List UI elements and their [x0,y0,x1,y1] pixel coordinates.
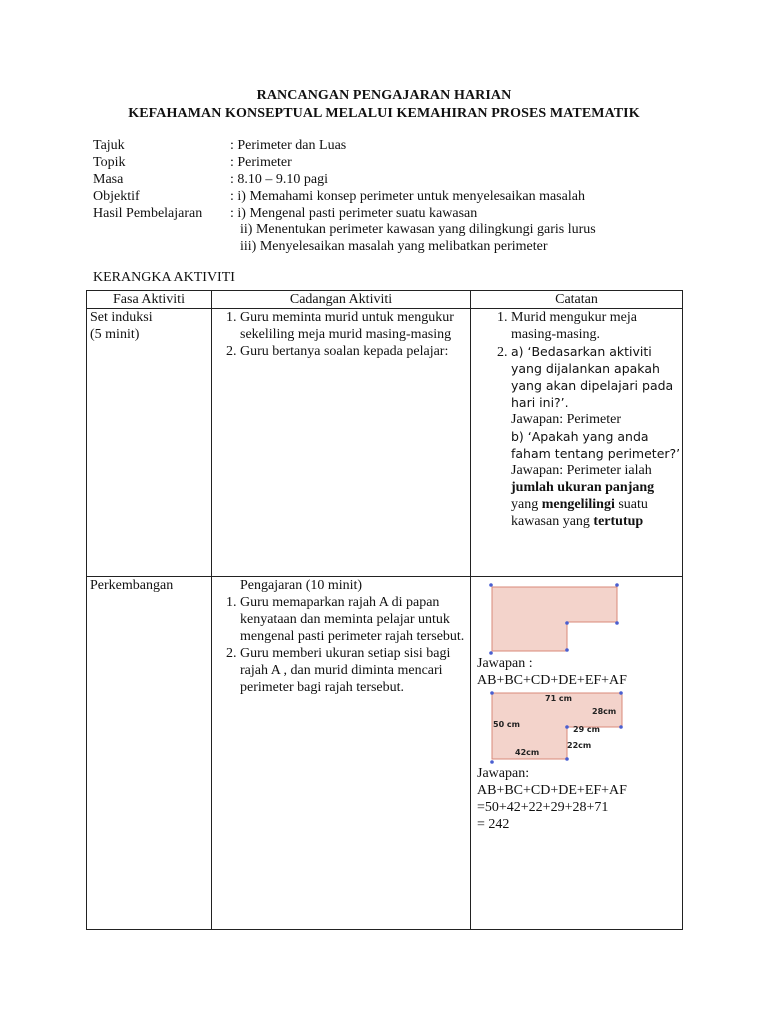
answer-text: suatu kawasan yang [511,497,648,529]
label-28cm: 28cm [592,707,617,716]
answer-formula: AB+BC+CD+DE+EF+AF [477,673,627,688]
vertex-point [615,621,619,625]
phase-cell [87,309,212,577]
table-header-row [87,291,683,309]
activity-cell [212,309,471,577]
list-item: 1. Guru meminta murid untuk mengukur sekeliling meja murid masing-masing [240,309,470,343]
phase-cell [87,577,212,930]
activity-table [86,290,683,930]
answer-formula: AB+BC+CD+DE+EF+AF [477,783,627,798]
answer-label: Jawapan : [477,656,533,671]
answer-emphasis: jumlah ukuran panjang [511,480,655,495]
notes-list [471,309,682,530]
answer-a: Jawapan: Perimeter [511,412,622,427]
vertex-point [490,760,494,764]
meta-value: : i) Mengenal pasti perimeter suatu kawasan [230,206,478,221]
meta-row-masa [93,172,328,188]
activity-cell [212,577,471,930]
section-title: KERANGKA AKTIVITI [93,270,235,285]
vertex-point [565,648,569,652]
activity-list [212,309,470,360]
question-b: b) ‘Apakah yang anda faham tentang perimeter?’ [511,429,681,461]
vertex-point [565,725,569,729]
figure-a [487,577,627,655]
label-71cm: 71 cm [545,694,572,703]
answer-emphasis: tertutup [593,514,644,529]
meta-label: Hasil Pembelajaran [93,206,203,221]
vertex-point [490,691,494,695]
vertex-point [565,621,569,625]
answer-values: =50+42+22+29+28+71 [477,800,609,815]
list-item [511,343,682,530]
vertex-point [565,757,569,761]
figure-a-shape [492,587,617,651]
column-header: Fasa Aktiviti [87,291,212,309]
list-item: 1. Guru memaparkan rajah A di papan kenyataan dan meminta pelajar untuk mengenal pasti perimeter rajah tersebut. [240,594,470,645]
vertex-point [619,691,623,695]
column-header: Cadangan Aktiviti [212,291,471,309]
vertex-point [619,725,623,729]
label-22cm: 22cm [567,741,592,750]
meta-value: : i) Memahami konsep perimeter untuk menyelesaikan masalah [230,189,585,204]
label-42cm: 42cm [515,748,540,757]
table-row [87,577,683,930]
column-header: Catatan [471,291,683,309]
phase-duration: (5 minit) [90,327,140,342]
subheading: Pengajaran (10 minit) [240,578,363,593]
page-title: RANCANGAN PENGAJARAN HARIAN [256,88,512,103]
list-item: 1. Murid mengukur meja masing-masing. [511,309,682,343]
meta-label: Tajuk [93,138,125,153]
meta-value: : Perimeter dan Luas [230,138,347,153]
meta-continuation: ii) Menentukan perimeter kawasan yang dilingkungi garis lurus [240,222,596,237]
phase-label: Perkembangan [90,578,174,593]
meta-row-tajuk [93,138,346,154]
list-item: 2. Guru bertanya soalan kepada pelajar: [240,343,470,360]
meta-continuation: iii) Menyelesaikan masalah yang melibatkan perimeter [240,239,548,254]
answer-total: = 242 [477,817,510,832]
notes-cell [471,577,683,930]
meta-label: Masa [93,172,124,187]
label-29cm: 29 cm [573,725,600,734]
vertex-point [615,583,619,587]
meta-label: Objektif [93,189,140,204]
notes-cell [471,309,683,577]
label-50cm: 50 cm [493,720,520,729]
meta-label: Topik [93,155,126,170]
answer-b [511,462,682,530]
answer-label: Jawapan: [477,766,530,781]
meta-row-objektif [93,189,585,205]
activity-list [212,594,470,696]
meta-value: : Perimeter [230,155,292,170]
answer-text: Jawapan: Perimeter ialah [511,463,652,478]
table-row [87,309,683,577]
figure-a-measured [487,689,627,765]
page-subtitle: KEFAHAMAN KONSEPTUAL MELALUI KEMAHIRAN PROSES MATEMATIK [128,106,640,121]
list-item: 2. Guru memberi ukuran setiap sisi bagi rajah A , dan murid diminta mencari perimeter bagi rajah tersebut. [240,645,470,696]
question-a: 2. a) ‘Bedasarkan aktiviti yang dijalankan apakah yang akan dipelajari pada hari ini?’. [511,344,674,410]
meta-value: : 8.10 – 9.10 pagi [230,172,328,187]
answer-emphasis: mengelilingi [541,497,615,512]
meta-row-topik [93,155,292,171]
meta-row-hasil [93,206,477,222]
phase-label: Set induksi [90,310,153,325]
answer-text: yang [511,497,539,512]
vertex-point [489,583,493,587]
